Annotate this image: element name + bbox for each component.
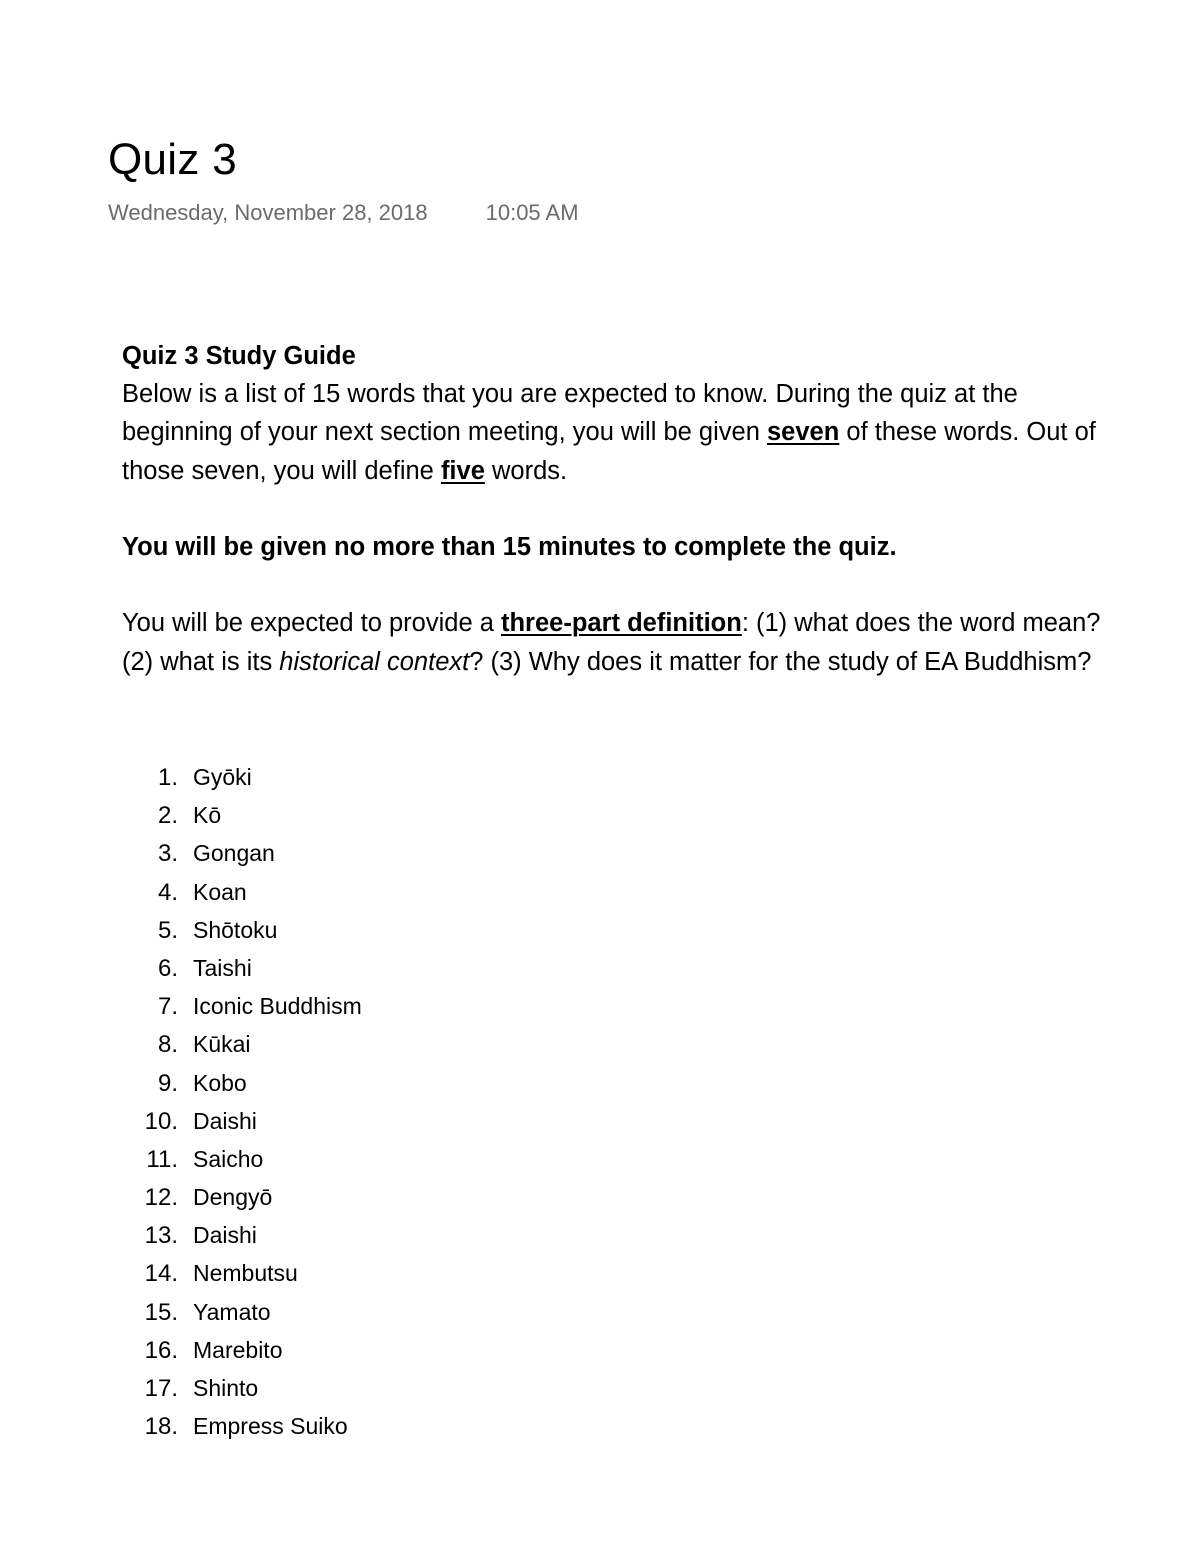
page-date: Wednesday, November 28, 2018: [108, 200, 428, 225]
list-item-term: Gyōki: [193, 764, 252, 790]
list-item-term: Nembutsu: [193, 1260, 298, 1287]
list-item-term: Iconic Buddhism: [193, 993, 362, 1020]
list-item-term: Daishi: [193, 1107, 257, 1134]
list-item: [122, 1369, 722, 1407]
list-item: [122, 796, 722, 834]
def-text-2: : (1) what does the word mean? (2) what is its: [122, 609, 1101, 676]
list-item: [122, 1140, 722, 1178]
list-item-term: Shinto: [193, 1375, 259, 1401]
paragraph-spacer: [122, 566, 1102, 604]
list-item-number: 12.: [144, 1184, 178, 1212]
list-item-number: 18.: [144, 1413, 178, 1441]
study-guide-intro: [122, 375, 1102, 490]
list-item: [122, 1025, 722, 1063]
list-item-number: 8.: [157, 1031, 178, 1059]
list-item-number: 7.: [157, 993, 178, 1021]
list-item: [122, 1178, 722, 1216]
list-item-term: Koan: [193, 878, 247, 905]
intro-text-1: Below is a list of 15 words that you are expected to know. During the quiz at the beginning of your next section meeting, you will be given: [122, 380, 1018, 447]
list-item-term: Kobo: [193, 1069, 247, 1096]
list-item-number: 14.: [144, 1260, 178, 1288]
intro-text-3: words.: [484, 456, 568, 485]
list-item-term: Marebito: [193, 1336, 283, 1363]
def-emphasis: three-part definition: [500, 609, 742, 638]
list-item-term: Kūkai: [193, 1031, 251, 1058]
paragraph-spacer: [122, 490, 1102, 528]
list-item: [122, 834, 722, 872]
list-item-number: 15.: [144, 1298, 178, 1326]
page-title: Quiz 3: [108, 135, 237, 184]
list-item-number: 2.: [157, 802, 178, 830]
list-item-term: Dengyō: [193, 1184, 273, 1211]
list-item-term: Daishi: [193, 1222, 257, 1249]
list-item-term: Empress Suiko: [193, 1413, 348, 1440]
def-text-1: You will be expected to provide a: [122, 609, 501, 638]
list-item-number: 11.: [146, 1145, 178, 1173]
list-item: [122, 1293, 722, 1331]
list-item-number: 3.: [157, 840, 178, 868]
list-item-term: Yamato: [193, 1298, 271, 1325]
list-item: [122, 987, 722, 1025]
intro-emphasis-five: five: [440, 456, 485, 485]
intro-text-2: of these words. Out of those seven, you will define: [122, 418, 1096, 485]
study-guide-heading: Quiz 3 Study Guide: [122, 342, 356, 370]
list-item-number: 17.: [144, 1375, 178, 1402]
time-limit-notice: You will be given no more than 15 minutes to complete the quiz.: [122, 533, 897, 561]
def-text-3: ? (3) Why does it matter for the study of EA Buddhism?: [469, 647, 1092, 676]
study-guide-body: [122, 337, 1102, 681]
def-italic: historical context: [279, 647, 470, 676]
list-item-number: 1.: [157, 764, 178, 791]
list-item-term: Gongan: [193, 840, 275, 867]
list-item-term: Saicho: [193, 1145, 264, 1172]
list-item-number: 16.: [144, 1336, 178, 1364]
list-item: [122, 1216, 722, 1254]
list-item: [122, 1331, 722, 1369]
term-list: [122, 758, 722, 1445]
list-item-number: 13.: [144, 1222, 178, 1250]
list-item-number: 4.: [157, 878, 178, 906]
list-item-term: Shōtoku: [193, 916, 278, 943]
list-item: [122, 1102, 722, 1140]
definition-instructions: [122, 604, 1102, 680]
page-timestamp: [108, 198, 579, 228]
list-item-term: Kō: [193, 802, 222, 829]
list-item-number: 10.: [144, 1107, 178, 1135]
list-item-term: Taishi: [193, 954, 252, 981]
list-item: [122, 758, 722, 796]
intro-emphasis-seven: seven: [766, 418, 840, 447]
list-item: [122, 949, 722, 987]
list-item: [122, 873, 722, 911]
list-item-number: 5.: [157, 916, 178, 944]
list-item: [122, 1064, 722, 1102]
page-time: 10:05 AM: [485, 200, 579, 225]
list-item-number: 9.: [157, 1069, 178, 1097]
list-item: [122, 1407, 722, 1445]
list-item: [122, 1254, 722, 1292]
list-item: [122, 911, 722, 949]
list-item-number: 6.: [157, 954, 178, 982]
